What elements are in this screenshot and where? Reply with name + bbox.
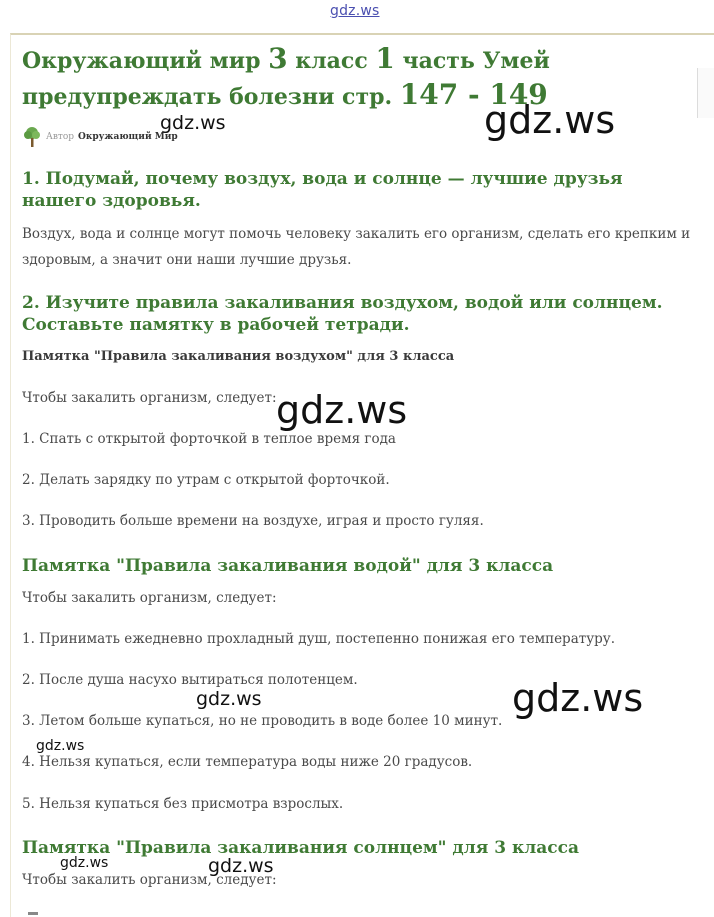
water-item: 1. Принимать ежедневно прохладный душ, постепенно понижая его температуру.	[22, 631, 616, 647]
title-pages: 147 - 149	[399, 78, 548, 111]
question-1-heading: 1. Подумай, почему воздух, вода и солнце — лучшие друзья нашего здоровья.	[22, 169, 623, 211]
air-item: 3. Проводить больше времени на воздухе, играя и просто гуляя.	[22, 513, 484, 529]
watermark: gdz.ws	[512, 676, 644, 720]
sun-intro: Чтобы закалить организм, следует:	[22, 872, 277, 888]
author-name-link[interactable]: Окружающий Мир	[78, 132, 178, 142]
air-memo-title: Памятка "Правила закаливания воздухом" для 3 класса	[22, 349, 455, 364]
water-memo-heading: Памятка "Правила закаливания водой" для 3 класса	[22, 556, 554, 576]
watermark: gdz.ws	[276, 388, 408, 432]
title-grade-number: 3	[268, 42, 288, 75]
site-logo-link[interactable]: gdz.ws	[330, 3, 380, 19]
watermark: gdz.ws	[36, 738, 85, 754]
water-intro: Чтобы закалить организм, следует:	[22, 590, 277, 606]
water-item: 5. Нельзя купаться без присмотра взрослых.	[22, 796, 344, 812]
title-part: Окружающий мир	[22, 48, 269, 74]
sidebar-edge	[697, 68, 714, 118]
title-part: часть Умей предупреждать болезни стр.	[22, 48, 550, 110]
watermark: gdz.ws	[160, 112, 226, 134]
sun-memo-heading: Памятка "Правила закаливания солнцем" для 3 класса	[22, 838, 579, 858]
water-item: 2. После душа насухо вытираться полотенцем.	[22, 672, 358, 688]
air-intro: Чтобы закалить организм, следует:	[22, 390, 277, 406]
title-part-number: 1	[375, 42, 395, 75]
top-bar	[0, 0, 714, 30]
water-item: 3. Летом больше купаться, но не проводить в воде более 10 минут.	[22, 713, 503, 729]
question-2-heading: 2. Изучите правила закаливания воздухом, водой или солнцем. Составьте памятку в рабочей тетради.	[22, 293, 663, 335]
author-label: Автор	[46, 132, 75, 142]
air-item: 1. Спать с открытой форточкой в теплое время года	[22, 431, 396, 447]
list-bullet-partial	[28, 912, 38, 915]
watermark: gdz.ws	[60, 855, 109, 871]
water-item: 4. Нельзя купаться, если температура воды ниже 20 градусов.	[22, 754, 473, 770]
question-1-answer: Воздух, вода и солнце могут помочь человеку закалить его организм, сделать его крепким и здоровым, а значит они наши лучшие друзья.	[22, 226, 691, 268]
watermark: gdz.ws	[484, 98, 616, 142]
tree-icon	[22, 126, 42, 148]
title-part: класс	[287, 48, 376, 74]
watermark: gdz.ws	[208, 855, 274, 877]
watermark: gdz.ws	[196, 688, 262, 710]
air-item: 2. Делать зарядку по утрам с открытой форточкой.	[22, 472, 390, 488]
